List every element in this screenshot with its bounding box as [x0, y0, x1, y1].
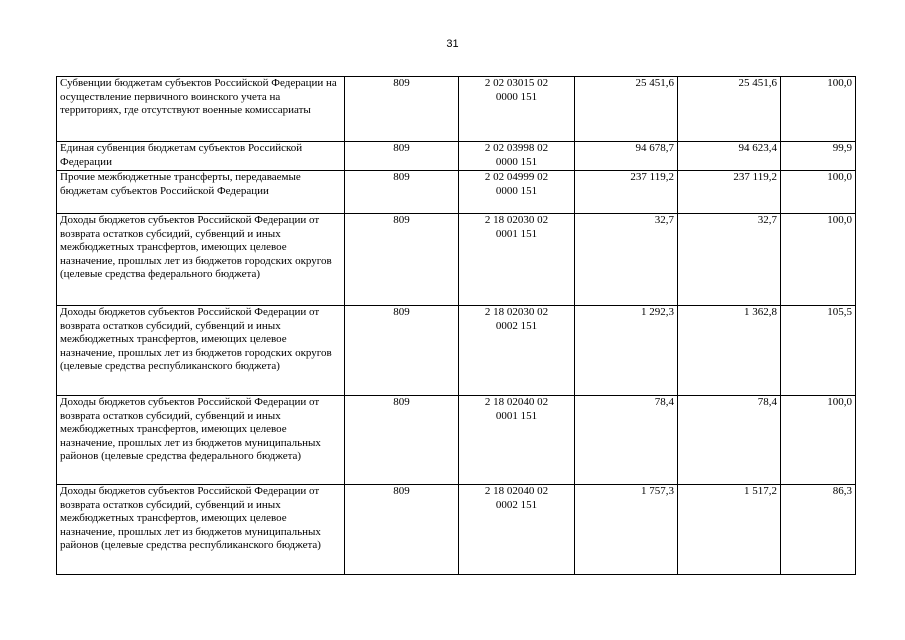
actual-value-cell: 78,4 [678, 396, 781, 485]
code-line: 0001 151 [495, 227, 538, 240]
plan-value-cell: 32,7 [575, 214, 678, 306]
code-line: 2 18 02040 02 [484, 396, 549, 408]
administrator-code-cell: 809 [345, 306, 459, 396]
income-name-cell: Доходы бюджетов субъектов Российской Федерации от возврата остатков субсидий, субвенций и иных межбюджетных трансфертов, имеющих целевое назначение, прошлых лет из бюджетов городских округов (целевые средства республиканского бюджета) [57, 306, 345, 396]
budget-classification-code-cell [459, 485, 575, 575]
table-row [57, 306, 856, 396]
percent-cell: 100,0 [781, 171, 856, 214]
code-line: 2 18 02030 02 [484, 306, 549, 318]
income-name-cell: Доходы бюджетов субъектов Российской Федерации от возврата остатков субсидий, субвенций и иных межбюджетных трансфертов, имеющих целевое назначение, прошлых лет из бюджетов муниципальных районов (целевые средства федерального бюджета) [57, 396, 345, 485]
plan-value-cell: 78,4 [575, 396, 678, 485]
budget-classification-code-cell [459, 77, 575, 142]
administrator-code-cell: 809 [345, 142, 459, 171]
actual-value-cell: 1 362,8 [678, 306, 781, 396]
administrator-code-cell: 809 [345, 214, 459, 306]
percent-cell: 86,3 [781, 485, 856, 575]
code-line: 2 18 02030 02 [484, 214, 549, 226]
table-row [57, 214, 856, 306]
income-name-cell: Субвенции бюджетам субъектов Российской Федерации на осуществление первичного воинского учета на территориях, где отсутствуют военные комиссариаты [57, 77, 345, 142]
percent-cell: 100,0 [781, 396, 856, 485]
table-row [57, 77, 856, 142]
code-line: 0002 151 [495, 319, 538, 332]
income-name-cell: Единая субвенция бюджетам субъектов Российской Федерации [57, 142, 345, 171]
budget-classification-code-cell [459, 171, 575, 214]
actual-value-cell: 1 517,2 [678, 485, 781, 575]
code-line: 0000 151 [495, 90, 538, 103]
plan-value-cell: 94 678,7 [575, 142, 678, 171]
plan-value-cell: 237 119,2 [575, 171, 678, 214]
plan-value-cell: 1 292,3 [575, 306, 678, 396]
table-row [57, 485, 856, 575]
percent-cell: 105,5 [781, 306, 856, 396]
budget-classification-code-cell [459, 142, 575, 171]
actual-value-cell: 32,7 [678, 214, 781, 306]
code-line: 2 02 03015 02 [484, 77, 549, 89]
code-line: 2 18 02040 02 [484, 485, 549, 497]
actual-value-cell: 94 623,4 [678, 142, 781, 171]
plan-value-cell: 1 757,3 [575, 485, 678, 575]
code-line: 0000 151 [495, 155, 538, 168]
administrator-code-cell: 809 [345, 171, 459, 214]
budget-classification-code-cell [459, 214, 575, 306]
income-name-cell: Доходы бюджетов субъектов Российской Федерации от возврата остатков субсидий, субвенций и иных межбюджетных трансфертов, имеющих целевое назначение, прошлых лет из бюджетов городских округов (целевые средства федерального бюджета) [57, 214, 345, 306]
percent-cell: 99,9 [781, 142, 856, 171]
income-name-cell: Прочие межбюджетные трансферты, передаваемые бюджетам субъектов Российской Федерации [57, 171, 345, 214]
plan-value-cell: 25 451,6 [575, 77, 678, 142]
actual-value-cell: 25 451,6 [678, 77, 781, 142]
table-row [57, 171, 856, 214]
page-number: 31 [446, 38, 459, 50]
table-row [57, 142, 856, 171]
budget-table [56, 76, 856, 575]
percent-cell: 100,0 [781, 214, 856, 306]
code-line: 0002 151 [495, 498, 538, 511]
administrator-code-cell: 809 [345, 396, 459, 485]
code-line: 2 02 03998 02 [484, 142, 549, 154]
actual-value-cell: 237 119,2 [678, 171, 781, 214]
administrator-code-cell: 809 [345, 485, 459, 575]
income-name-cell: Доходы бюджетов субъектов Российской Федерации от возврата остатков субсидий, субвенций и иных межбюджетных трансфертов, имеющих целевое назначение, прошлых лет из бюджетов муниципальных районов (целевые средства республиканского бюджета) [57, 485, 345, 575]
percent-cell: 100,0 [781, 77, 856, 142]
code-line: 0000 151 [495, 184, 538, 197]
budget-classification-code-cell [459, 396, 575, 485]
code-line: 0001 151 [495, 409, 538, 422]
code-line: 2 02 04999 02 [484, 171, 549, 183]
administrator-code-cell: 809 [345, 77, 459, 142]
table-row [57, 396, 856, 485]
budget-classification-code-cell [459, 306, 575, 396]
